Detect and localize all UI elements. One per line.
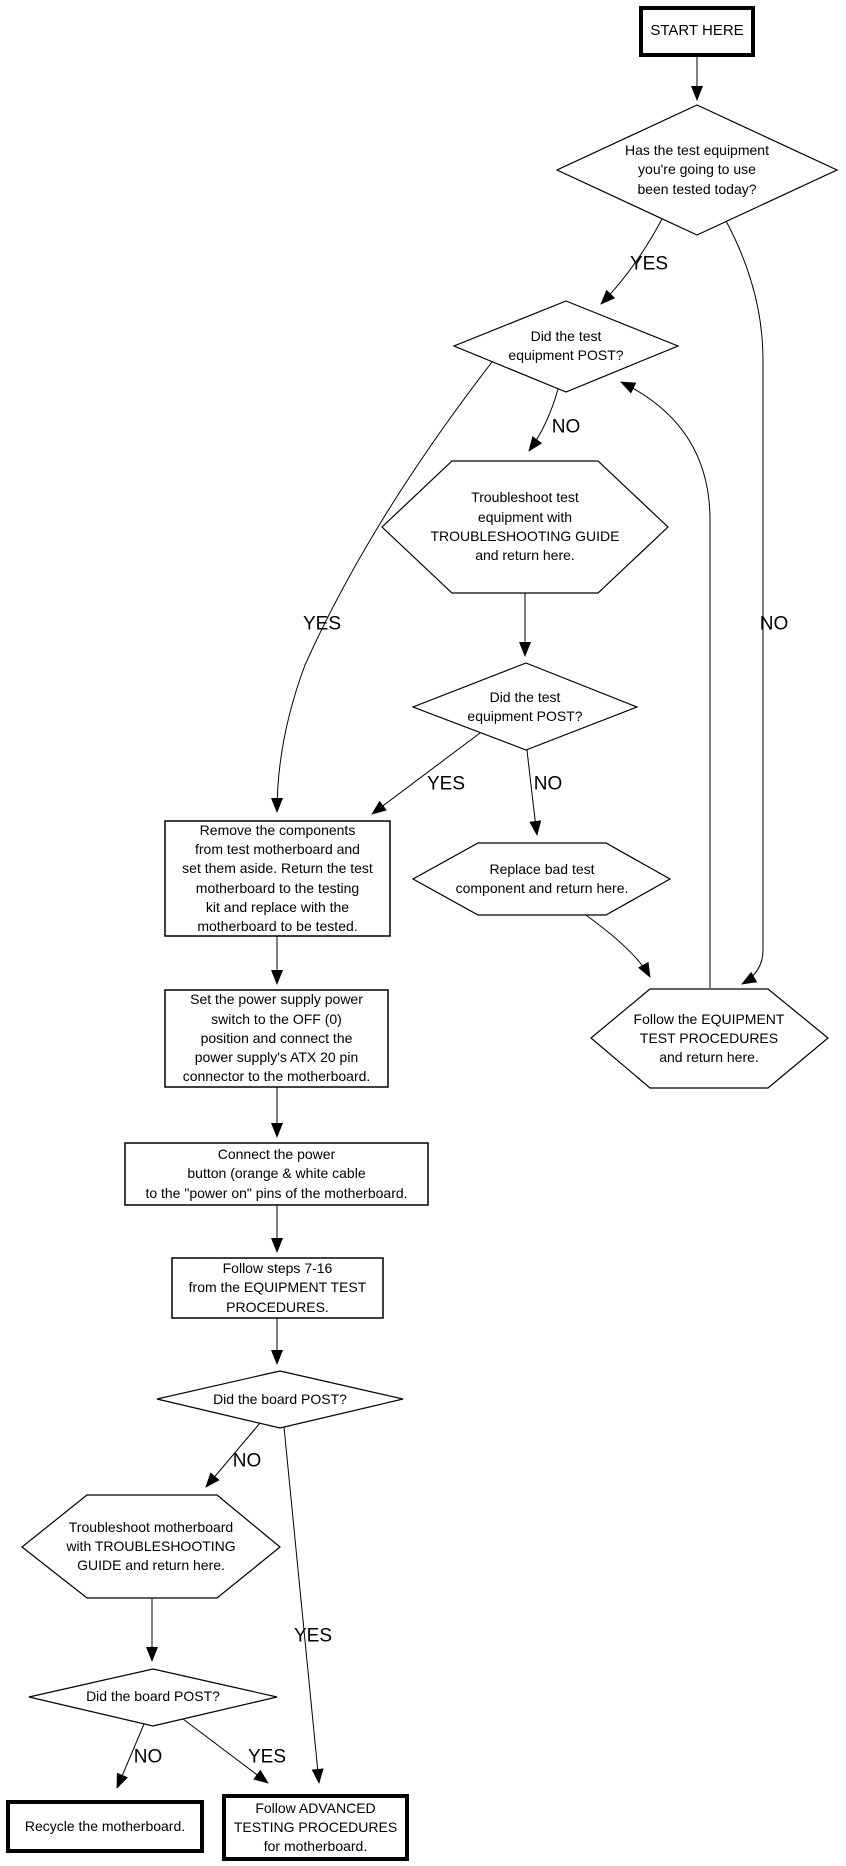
edge-label-q3-no: NO: [533, 773, 563, 795]
edge-q3-no-to-replace: [527, 750, 537, 835]
subroutine-replace-component: Replace bad test component and return here.: [455, 860, 629, 896]
subroutine-troubleshoot-equipment: Troubleshoot test equipment with TROUBLESHOOTING GUIDE and return here.: [430, 489, 620, 564]
decision-board-post-2-shape: [29, 1669, 277, 1726]
terminator-advanced-shape: [224, 1796, 407, 1859]
edge-label-q1-yes: YES: [629, 253, 669, 275]
process-connect-power-button-shape: [125, 1143, 428, 1205]
decision-equipment-post-1-shape: [454, 301, 678, 392]
process-connect-power-button: Connect the power button (orange & white cable to the "power on" pins of the motherboard.: [145, 1146, 408, 1201]
terminator-recycle-shape: [8, 1802, 202, 1851]
edge-q5-yes-to-advanced: [183, 1719, 268, 1783]
process-follow-steps-shape: [172, 1258, 383, 1318]
process-set-power-supply-shape: [165, 990, 388, 1087]
subroutine-equipment-test-procedures-shape: [591, 989, 828, 1088]
edge-label-q5-yes: YES: [247, 1746, 287, 1768]
edge-q4-no-to-troubleshoot-mb: [206, 1423, 260, 1487]
process-remove-components: Remove the components from test motherboard and set them aside. Return the test motherboard to the testing kit and replace with the motherboard to be tested.: [182, 821, 373, 935]
subroutine-troubleshoot-motherboard: Troubleshoot motherboard with TROUBLESHOOTING GUIDE and return here.: [66, 1518, 236, 1574]
edge-q1-no-to-equipment-test: [726, 221, 763, 984]
decision-board-post-1-shape: [157, 1371, 403, 1428]
terminator-advanced: Follow ADVANCED TESTING PROCEDURES for motherboard.: [233, 1799, 398, 1855]
edge-q5-no-to-recycle: [117, 1724, 144, 1788]
start-node-shape: [641, 8, 753, 55]
decision-board-post-1: Did the board POST?: [213, 1390, 347, 1407]
edge-label-q4-no: NO: [232, 1450, 262, 1472]
process-remove-components-shape: [165, 821, 390, 936]
edge-label-q1-no: NO: [759, 613, 789, 635]
edge-label-q5-no: NO: [133, 1746, 163, 1768]
edge-label-q3-yes: YES: [426, 773, 466, 795]
edge-label-q4-yes: YES: [293, 1625, 333, 1647]
edge-q3-yes-to-remove: [372, 733, 480, 814]
edge-replace-to-equipment-test: [583, 913, 650, 977]
edge-q2-no-to-troubleshoot-equipment: [529, 389, 558, 451]
edge-q1-yes-to-q2: [601, 219, 662, 304]
process-follow-steps: Follow steps 7-16 from the EQUIPMENT TEST PROCEDURES.: [188, 1260, 367, 1315]
edge-label-q2-no: NO: [551, 416, 581, 438]
decision-equipment-post-1: Did the test equipment POST?: [508, 327, 624, 363]
subroutine-equipment-test-procedures: Follow the EQUIPMENT TEST PROCEDURES and return here.: [633, 1010, 785, 1066]
edge-label-q2-yes: YES: [302, 613, 342, 635]
decision-equipment-tested-shape: [557, 105, 837, 235]
decision-equipment-post-2-shape: [413, 663, 637, 750]
terminator-recycle: Recycle the motherboard.: [24, 1817, 186, 1834]
start-node: START HERE: [650, 22, 744, 40]
subroutine-troubleshoot-equipment-shape: [382, 461, 668, 593]
decision-equipment-tested: Has the test equipment you're going to use been tested today?: [625, 142, 769, 197]
subroutine-troubleshoot-motherboard-shape: [22, 1495, 280, 1598]
decision-board-post-2: Did the board POST?: [86, 1688, 220, 1705]
process-set-power-supply: Set the power supply power switch to the OFF (0) position and connect the power supply's ATX 20 pin connector to the motherboard.: [182, 991, 371, 1085]
edge-q4-yes-to-advanced: [284, 1427, 319, 1783]
decision-equipment-post-2: Did the test equipment POST?: [467, 688, 583, 724]
subroutine-replace-component-shape: [413, 843, 670, 915]
